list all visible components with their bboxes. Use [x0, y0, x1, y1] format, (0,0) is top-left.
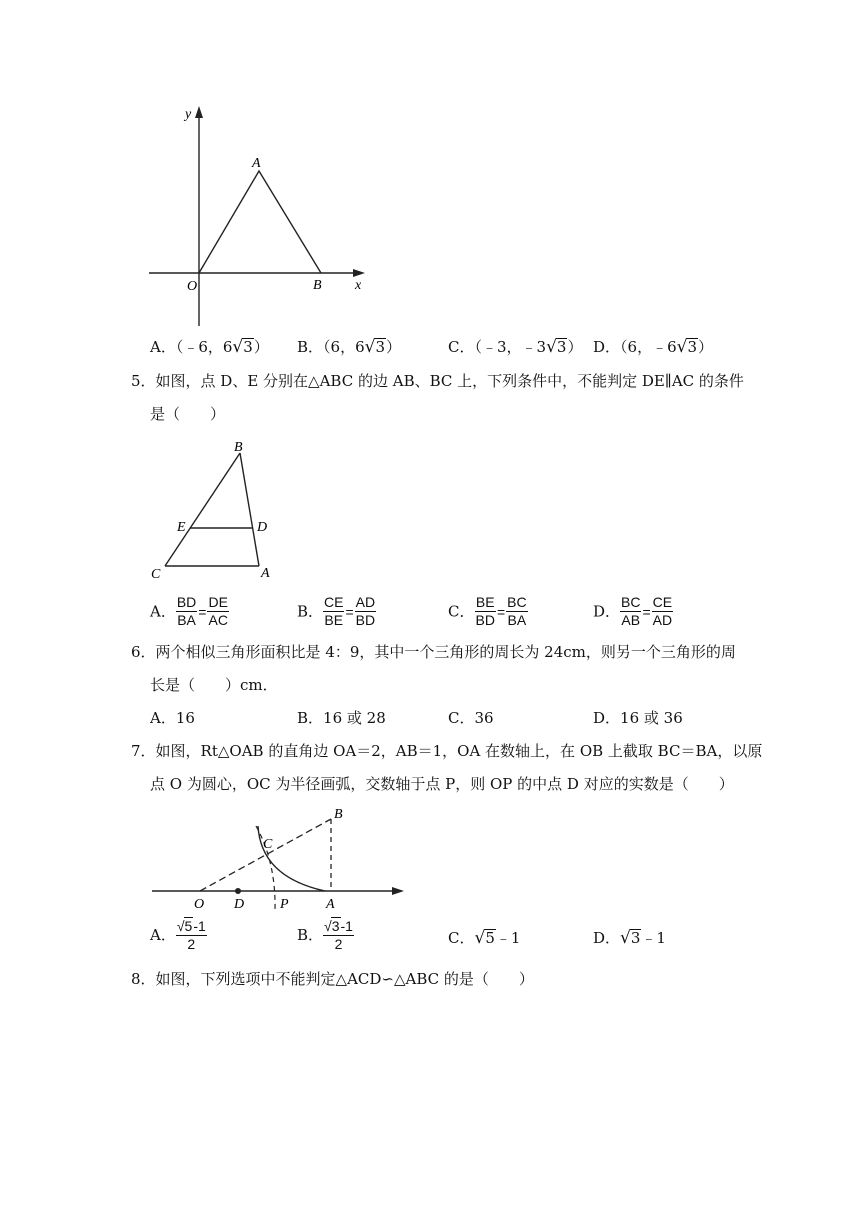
q7-figure — [150, 802, 410, 914]
label-y: y — [185, 107, 192, 122]
denominator: BD — [355, 612, 376, 628]
arc-ca — [258, 826, 325, 891]
q4-option-c-prefix: C．（﹣3，﹣3 — [448, 338, 547, 356]
sqrt-icon: √ — [364, 337, 376, 357]
equals-sign: = — [345, 603, 354, 620]
label-b: B — [234, 440, 243, 455]
numerator: CE — [652, 594, 673, 610]
q4-option-a-radicand: 3 — [243, 338, 253, 356]
fraction — [207, 594, 228, 629]
q7-option-c-suffix: ﹣1 — [495, 929, 521, 947]
radicand: 5 — [184, 918, 193, 934]
q6-option-c[interactable]: C．36 — [448, 709, 494, 727]
q5-option-c-label: C． — [448, 602, 475, 621]
numerator: BC — [507, 594, 527, 610]
q5-option-d-label: D． — [593, 602, 621, 621]
fraction — [506, 594, 527, 629]
x-axis-arrow — [353, 269, 365, 277]
q4-option-d-prefix: D．（6，﹣6 — [593, 338, 677, 356]
label-d: D — [257, 520, 268, 535]
q5-option-b[interactable] — [297, 594, 376, 629]
q5-stem-line1: 5．如图，点 D、E 分别在△ABC 的边 AB、BC 上，下列条件中，不能判定 DE∥AC 的条件 — [131, 372, 744, 390]
q5-option-a-label: A． — [150, 602, 176, 621]
fraction — [474, 594, 495, 629]
q7-option-b[interactable] — [297, 917, 354, 953]
q7-option-a-label: A． — [150, 926, 176, 944]
label-o: O — [194, 897, 205, 912]
fraction — [176, 594, 197, 629]
denominator: AC — [208, 612, 228, 628]
q4-option-b-radicand: 3 — [375, 338, 386, 356]
q5-figure — [147, 437, 277, 582]
label-a: A — [326, 897, 335, 912]
q4-option-c-radicand: 3 — [556, 338, 567, 356]
label-d: D — [234, 897, 245, 912]
label-c: C — [263, 837, 273, 852]
numerator — [323, 917, 354, 936]
sqrt-icon: √ — [620, 928, 631, 948]
denominator: AD — [652, 612, 673, 628]
q4-option-b-suffix: ） — [386, 338, 402, 356]
q6-option-d[interactable]: D．16 或 36 — [593, 709, 683, 727]
sqrt-icon: √ — [676, 337, 688, 357]
fraction — [176, 917, 207, 953]
q4-option-a[interactable] — [150, 337, 269, 357]
q4-option-b-prefix: B．（6，6 — [297, 338, 365, 356]
denominator: BA — [177, 612, 196, 628]
q7-option-d-radicand: 3 — [630, 929, 641, 947]
label-b: B — [313, 278, 322, 293]
q7-option-d[interactable] — [593, 928, 666, 948]
point-d — [235, 888, 241, 894]
equals-sign: = — [496, 603, 506, 620]
q7-option-a[interactable] — [150, 917, 207, 953]
q5-stem-line2: 是（ ） — [150, 405, 226, 423]
q7-stem-line2: 点 O 为圆心，OC 为半径画弧，交数轴于点 P，则 OP 的中点 D 对应的实数是（ ） — [150, 775, 734, 793]
numerator: DE — [208, 594, 228, 610]
q7-option-b-label: B． — [297, 926, 324, 944]
sqrt-icon: √ — [176, 918, 185, 934]
label-c: C — [151, 567, 161, 582]
q7-option-c-label: C． — [448, 929, 475, 947]
q4-option-d-suffix: ） — [698, 338, 714, 356]
q5-option-c[interactable] — [448, 594, 528, 629]
q5-option-d[interactable] — [593, 594, 673, 629]
q4-figure — [147, 100, 369, 328]
q4-option-d[interactable] — [593, 337, 713, 357]
q6-stem-line2: 长是（ ）cm． — [150, 676, 278, 694]
q4-option-a-suffix: ） — [253, 338, 269, 356]
label-o: O — [187, 279, 198, 294]
q4-option-b[interactable] — [297, 337, 401, 357]
label-a: A — [252, 156, 261, 171]
label-p: P — [280, 897, 289, 912]
denominator: AB — [621, 612, 641, 628]
numerator — [176, 917, 207, 936]
q5-option-a[interactable] — [150, 594, 229, 629]
equals-sign: = — [642, 603, 651, 620]
fraction — [620, 594, 641, 629]
q7-option-c-radicand: 5 — [485, 929, 495, 947]
q6-option-b[interactable]: B．16 或 28 — [297, 709, 386, 727]
fraction — [323, 594, 344, 629]
q8-stem-line1: 8．如图，下列选项中不能判定△ACD∽△ABC 的是（ ） — [131, 970, 534, 988]
label-a: A — [261, 566, 270, 581]
numerator: AD — [355, 594, 376, 610]
y-axis-arrow — [195, 106, 203, 118]
q4-option-a-prefix: A．（﹣6，6 — [150, 338, 233, 356]
q4-option-d-radicand: 3 — [687, 338, 698, 356]
q7-stem-line1: 7．如图，Rt△OAB 的直角边 OA＝2，AB＝1，OA 在数轴上，在 OB 上截取 BC＝BA，以原 — [131, 742, 763, 760]
fraction — [355, 594, 376, 629]
denominator: BE — [324, 612, 344, 628]
label-x: x — [355, 278, 362, 293]
segment-ba — [240, 453, 259, 566]
segment-cb — [165, 453, 240, 566]
q4-option-c-suffix: ） — [567, 338, 583, 356]
q4-option-c[interactable] — [448, 337, 582, 357]
fraction — [652, 594, 673, 629]
denominator: 2 — [334, 936, 343, 952]
q5-option-b-label: B． — [297, 602, 324, 621]
sqrt-icon: √ — [546, 337, 557, 357]
numerator-suffix: -1 — [340, 918, 353, 934]
sqrt-icon: √ — [474, 928, 486, 948]
q7-option-d-label: D． — [593, 929, 621, 947]
sqrt-icon: √ — [232, 337, 244, 357]
numerator: BC — [621, 594, 641, 610]
equals-sign: = — [198, 603, 207, 620]
q7-option-d-suffix: ﹣1 — [641, 929, 666, 947]
denominator: 2 — [187, 936, 196, 952]
numerator: CE — [324, 594, 344, 610]
numerator: BE — [475, 594, 495, 610]
q6-stem-line1: 6．两个相似三角形面积比是 4：9，其中一个三角形的周长为 24cm，则另一个三角形的周 — [131, 643, 736, 661]
numerator: BD — [176, 594, 197, 610]
radicand: 3 — [331, 918, 340, 934]
numerator-suffix: -1 — [193, 918, 206, 934]
q7-option-c[interactable] — [448, 928, 520, 948]
q6-option-a[interactable]: A．16 — [150, 709, 195, 727]
triangle-oab — [199, 171, 321, 273]
fraction — [323, 917, 354, 953]
number-axis-arrow — [392, 887, 404, 895]
sqrt-icon: √ — [324, 918, 332, 934]
denominator: BA — [507, 612, 527, 628]
label-e: E — [177, 520, 186, 535]
denominator: BD — [475, 612, 495, 628]
label-b: B — [334, 807, 343, 822]
